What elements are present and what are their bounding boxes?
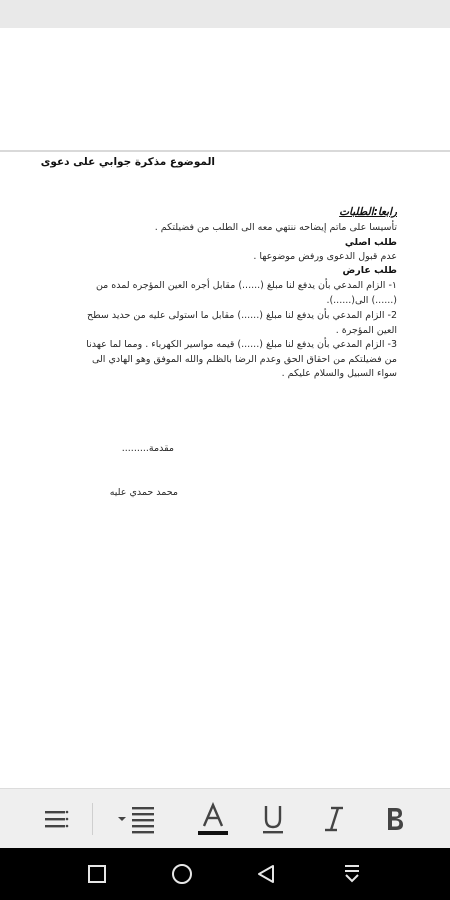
header-area bbox=[0, 28, 450, 150]
font-color-button[interactable] bbox=[193, 799, 233, 839]
original-request-text: عدم قبول الدعوى ورفض موضوعها . bbox=[253, 251, 397, 262]
triangle-back-icon bbox=[256, 864, 276, 884]
italic-icon bbox=[322, 805, 346, 833]
intro-line: تأسيسا على ماتم إيضاحه ننتهي معه الى الطلب من فضيلتكم . bbox=[154, 222, 397, 233]
notifications-button[interactable] bbox=[332, 856, 372, 892]
subject-line: الموضوع مذكرة جوابي على دعوى bbox=[40, 156, 215, 168]
formatting-toolbar bbox=[0, 788, 450, 848]
item2-line2: العين المؤجرة . bbox=[335, 325, 397, 336]
square-icon bbox=[87, 864, 107, 884]
bold-button[interactable] bbox=[375, 799, 415, 839]
home-button[interactable] bbox=[162, 856, 202, 892]
list-icon bbox=[43, 807, 69, 831]
circle-icon bbox=[171, 863, 193, 885]
bold-icon bbox=[384, 806, 406, 832]
recent-apps-button[interactable] bbox=[77, 856, 117, 892]
document-page[interactable] bbox=[0, 152, 450, 788]
system-navigation-bar bbox=[0, 848, 450, 900]
download-icon bbox=[342, 863, 362, 885]
underline-icon bbox=[260, 803, 286, 835]
counter-request-heading: طلب عارض bbox=[342, 265, 397, 276]
align-icon bbox=[116, 804, 158, 834]
item3-line3: سواء السبيل والسلام عليكم . bbox=[281, 368, 397, 379]
section-heading: رابعا:الطلبات bbox=[339, 206, 397, 218]
signature-label: مقدمة......... bbox=[121, 443, 174, 454]
font-color-icon bbox=[197, 802, 229, 836]
signatory-line: محمد حمدي عليه bbox=[109, 487, 178, 498]
item3-line1: 3- الزام المدعي بأن يدفع لنا مبلغ (......) قيمه مواسير الكهرباء . ومما لما عهدنا bbox=[86, 339, 397, 350]
underline-button[interactable] bbox=[253, 799, 293, 839]
item3-line2: من فضيلتكم من احقاق الحق وعدم الرضا بالظلم والله الموفق وهو الهادي الى bbox=[91, 354, 397, 365]
item1-line2: (......) الى(......). bbox=[326, 295, 397, 306]
toolbar-separator bbox=[92, 803, 93, 835]
item1-line1: ١- الزام المدعي بأن يدفع لنا مبلغ (......) مقابل أجره العين المؤجره لمده من bbox=[95, 280, 397, 291]
italic-button[interactable] bbox=[314, 799, 354, 839]
original-request-heading: طلب اصلي bbox=[344, 237, 397, 248]
paragraph-align-button[interactable] bbox=[114, 799, 160, 839]
back-button[interactable] bbox=[246, 856, 286, 892]
list-style-button[interactable] bbox=[36, 799, 76, 839]
status-strip bbox=[0, 0, 450, 28]
item2-line1: 2- الزام المدعي بأن يدفع لنا مبلغ (......) مقابل ما استولى عليه من حديد سطح bbox=[86, 310, 397, 321]
